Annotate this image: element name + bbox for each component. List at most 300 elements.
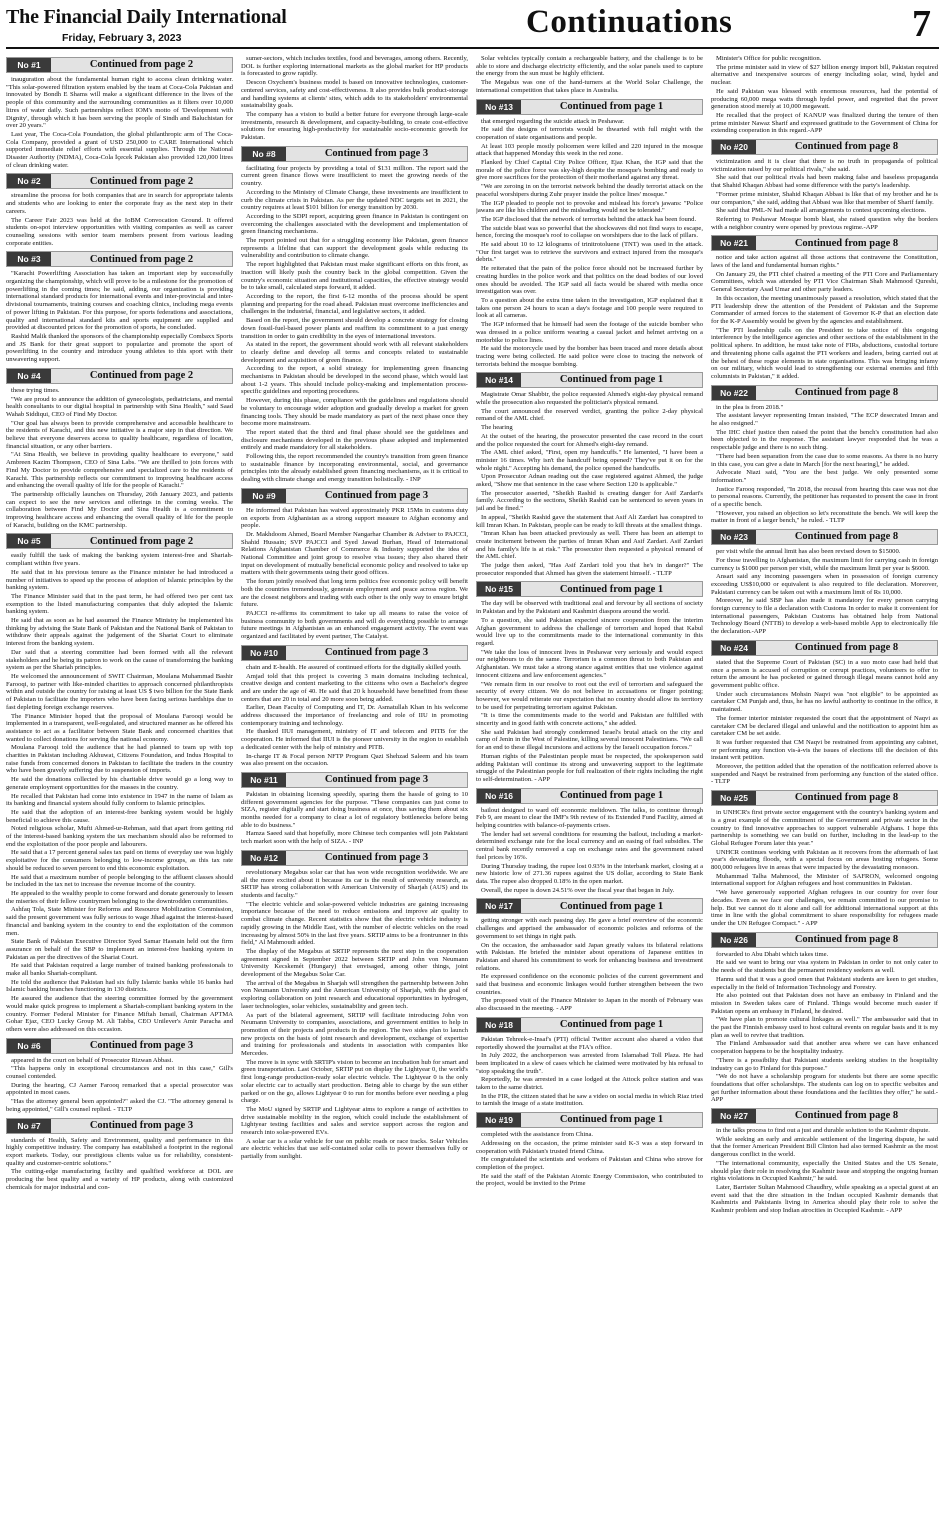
story-body bbox=[6, 76, 233, 169]
story-body bbox=[241, 791, 468, 846]
story-paragraph: Solar vehicles typically contain a rechargeable battery, and the challenge is to be able to store and discharge electricity efficiently, and the solar panels used to capture the energy from the sun must be highly efficient. bbox=[476, 55, 703, 78]
continued-from-label: Continued from page 8 bbox=[794, 1110, 899, 1122]
story-paragraph: "There had been separation from the case due to some reasons. As there is no hurry in this case, you can give a date in March [for the next hearing]," he added. bbox=[711, 452, 938, 468]
story-number: No #17 bbox=[477, 899, 521, 913]
story-paragraph: He said the designs of terrorists would be thwarted with full might with the cooperation of state organisations and people. bbox=[476, 126, 703, 141]
story-header bbox=[241, 488, 468, 504]
continuation-story bbox=[6, 368, 233, 530]
story-paragraph: in the talks process to find out a just and durable solution to the Kashmir dispute. bbox=[716, 1127, 930, 1135]
story-paragraph: According to the report, the first 6-12 months of the process should be spent planning and preparing for the road ahead. Pakistan must overcome inefficiencies and challenges in the industrial, financial, and legislative sectors, it added. bbox=[241, 292, 468, 316]
story-paragraph: A solar car is a solar vehicle for use on public roads or race tracks. Solar Vehicles are electric vehicles that use self-contained solar cells to power themselves fully or partially from sunlight. bbox=[241, 1137, 468, 1161]
story-paragraph: He said that a maximum number of people belonging to the affluent classes should be included in the tax net to increase the revenue income of the country. bbox=[6, 873, 233, 889]
continued-from-label: Continued from page 8 bbox=[794, 792, 899, 804]
continuation-story bbox=[711, 385, 938, 526]
story-paragraph: The court announced the reserved verdict, granting the police 2-day physical remand of the AML chief. bbox=[476, 407, 703, 423]
continuation-story bbox=[711, 640, 938, 786]
story-paragraph: To a question, she said Pakistan expected sincere cooperation from the interim Afghan government to address the challenge of terrorism and hoped that Kabul would live up to the commitments made to the international community in this regard. bbox=[476, 616, 703, 647]
story-body bbox=[711, 404, 938, 526]
story-paragraph: He said about 10 to 12 kilograms of trinitrotoluene (TNT) was used in the attack. "Our first target was to retrieve the survivors and extract injured from the mosque's debris." bbox=[476, 241, 703, 264]
story-number: No #4 bbox=[7, 369, 51, 383]
story-number: No #23 bbox=[712, 530, 756, 544]
story-number: No #14 bbox=[477, 373, 521, 387]
story-number: No #11 bbox=[242, 773, 286, 787]
story-paragraph: In July 2022, the anchorperson was arrested from Islamabad Toll Plaza. He had been implicated in a slew of cases which he claimed were motivated by his refusal to "stop speaking the truth". bbox=[476, 1052, 703, 1075]
story-paragraph: chain and E-health. He assured of continued efforts for the digitally skilled youth. bbox=[246, 663, 462, 671]
story-paragraph: The MoU signed by SRTIP and Lightyear aims to explore a range of activities to drive sustainable mobility in the region, which could include the establishment of Lightyear testing facilities and sales and service support across the region and research into solar-powered EVs. bbox=[241, 1105, 468, 1137]
story-paragraph: Flanked by Chief Capital City Police Officer, Ejaz Khan, the IGP said that the morale of the police force was sky-high despite the mosque's bombing and ready to give more sacrifices for the protection of their motherland against any threat. bbox=[476, 159, 703, 182]
story-body bbox=[711, 254, 938, 380]
story-paragraph: in UNHCR's first private sector engagement with the country's banking system and is a great example of the commitment of the Government and private sector in the country to find innovative approaches to support vulnerable Afghans. I hope this partnership is something we can build on further, including in the lead-up to the Global Refugee Forum later this year." bbox=[711, 809, 938, 847]
story-number: No #6 bbox=[7, 1039, 51, 1053]
story-header bbox=[711, 529, 938, 545]
story-paragraph: He thanked IIUI management, ministry of IT and telecom and PITB for the cooperation. He informed that IIUI is the pioneer university in the region to establish a dedicated center with the help of ministry and PITB. bbox=[241, 728, 468, 751]
story-paragraph: Upon Prosecutor Adnan reading out the case registered against Ahmed, the judge asked, "Show me that sentence in the case where Section 120 is applicable." bbox=[476, 473, 703, 489]
continued-from-label: Continued from page 1 bbox=[559, 900, 664, 912]
story-body bbox=[476, 600, 703, 783]
section-title: Continuations bbox=[526, 4, 733, 40]
continuation-story bbox=[6, 173, 233, 247]
story-paragraph: bailout designed to ward off economic meltdown. The talks, to continue through Feb 9, are meant to clear the IMF's 9th review of its Extended Fund Facility, aimed at helping countries with balance-of-payments crises. bbox=[476, 806, 703, 830]
story-body bbox=[476, 391, 703, 577]
continued-from-label: Continued from page 1 bbox=[559, 583, 664, 595]
story-paragraph: The partnership officially launches on Thursday, 26th January 2023, and patients can expect to see the new services and offerings in the coming weeks. The collaboration between Find My Doctor and Sina Health is a commitment to improving healthcare access and enhancing the overall quality of life for the people of Karachi, building on the KMC partnership. bbox=[6, 490, 233, 529]
story-paragraph: The report highlighted that Pakistan must make significant efforts on this front, as inaction will likely push the country back in the global competition. Given the country's economic situation and institutional capacities, the effective strategy would be to take small, calculated steps forward, it added. bbox=[241, 261, 468, 292]
story-paragraph: UNHCR continues working with Pakistan as it recovers from the aftermath of last year's devastating floods, with a special focus on areas hosting refugees. Some 800,000 refugees live in areas that were impacted by the devastating monsoon. bbox=[711, 848, 938, 872]
story-header bbox=[476, 99, 703, 115]
story-paragraph: On the occasion, the ambassador said Japan greatly values its bilateral relations with Pakistan. He briefed the minister about operations of Japanese entities in Pakistan and shared his commitment to work for enhancing business and investment relations. bbox=[476, 941, 703, 972]
story-paragraph: Reportedly, he was arrested in a case lodged at the Attock police station and was taken to the same district. bbox=[476, 1076, 703, 1092]
story-paragraph: The lender had set several conditions for resuming the bailout, including a market-determined exchange rate for the local currency and an easing of fuel subsidies. The central bank recently removed a cap on exchange rates and the government raised fuel prices by 16%. bbox=[476, 830, 703, 861]
story-paragraph: He said we want to bring our visa system in Pakistan in order to not only cater to the needs of the students but the permanent residency seekers as well. bbox=[711, 959, 938, 975]
story-paragraph: In-charge IT & Focal person NFTP Program Qazi Shehzad Saleem and his team was also present on the occasion. bbox=[241, 752, 468, 768]
continued-from-label: Continued from page 3 bbox=[324, 852, 429, 864]
story-header bbox=[476, 372, 703, 388]
page-number: 7 bbox=[912, 3, 931, 45]
story-body bbox=[711, 55, 938, 135]
story-number: No #19 bbox=[477, 1113, 521, 1127]
story-paragraph: The forum jointly resolved that long term politics free economic policy will benefit both the countries tremendously, generate employment and peace across region. We are the closest neighbors and trading with each other is the only way to ensure bright future. bbox=[241, 578, 468, 609]
story-paragraph: In this occasion, the meeting unanimously passed a resolution, which stated that the PTI leadership drew the attention of the President of Pakistan and the Supreme Commander of armed forces to the statement of Governor K-P that an election date for the K-P Assembly would be given by the agencies and establishment. bbox=[711, 294, 938, 325]
story-number: No #1 bbox=[7, 58, 51, 72]
story-paragraph: "Has the attorney general been appointed?" asked the CJ. "The attorney general is being appointed," Gill's counsel replied. - TLTP bbox=[6, 1098, 233, 1113]
story-paragraph: "We have plan to promote cultural linkages as well." The ambassador said that in the past the Finnish embassy used to host cultural events on regular basis and it is my plan as well to revive that tradition. bbox=[711, 1016, 938, 1039]
continued-from-label: Continued from page 8 bbox=[794, 642, 899, 654]
continuation-story bbox=[476, 581, 703, 783]
continued-from-label: Continued from page 3 bbox=[89, 1039, 194, 1051]
story-paragraph: Rashid Malik thanked the sponsors of the championship especially Combaxx Sports and JS Bank for their great support to popularize and promote the sport of powerlifting in the country and introduce young athletes to this sport with their unwavering support. bbox=[6, 332, 233, 364]
story-body bbox=[711, 158, 938, 231]
story-number: No #18 bbox=[477, 1018, 521, 1032]
story-body bbox=[241, 507, 468, 641]
story-body bbox=[241, 55, 468, 142]
story-paragraph: The move is in sync with SRTIP's vision to become an incubation hub for smart and green transportation. Last October, SRTIP put on display the Lightyear 0, the world's first long-range production-ready solar electric vehicle. The Lightyear 0 is the only solar electric car to actually start production. Being able to charge by the sun either parked or on the go, allows Lightyear 0 to run for months before ever needing a plug charge. bbox=[241, 1058, 468, 1105]
continued-from-label: Continued from page 2 bbox=[89, 535, 194, 547]
story-paragraph: "It is time the commitments made to the world and Pakistan are fulfilled with sincerity and in good faith with concrete actions," she added. bbox=[476, 712, 703, 728]
continued-from-label: Continued from page 8 bbox=[794, 141, 899, 153]
story-paragraph: The prime minister said in view of $27 billion energy import bill, Pakistan required alternative and inexpensive sources of energy including solar, wind, hydel and nuclear. bbox=[711, 63, 938, 87]
story-paragraph: Under such circumstances Mohsin Naqvi was "not eligible" to be appointed as caretaker CM Punjab and, thus, he has no lawful authority to continue in the office, it maintained. bbox=[711, 690, 938, 714]
continued-from-label: Continued from page 3 bbox=[324, 490, 429, 501]
continued-from-label: Continued from page 3 bbox=[324, 646, 429, 658]
story-body bbox=[241, 869, 468, 1161]
story-paragraph: The former interior minister requested the court that the appointment of Naqvi as caretaker CM be declared illegal and unlawful and the notification to appoint him as caretaker CM be set aside. bbox=[711, 714, 938, 738]
story-paragraph: Amjad told that this project is covering 3 main domains including technical, creative design and content marketing to the citizens who own a Bachelor's degree and are under the age of 40. He said that 20 k household have benefitted from these centers that are 20 in total and 20 more soon being added. bbox=[241, 672, 468, 703]
story-paragraph: She said Pakistan had strongly condemned Israel's brutal attack on the city and camp of Jenin in the West of Palestine, killing several innocent Palestinians. "We call for an end to these illegal incursions and actions by the Israeli occupation forces." bbox=[476, 728, 703, 752]
story-paragraph: He congratulated the scientists and workers of Pakistan and China who strove for completion of the project. bbox=[476, 1156, 703, 1171]
story-body bbox=[6, 1137, 233, 1192]
story-paragraph: During Thursday trading, the rupee lost 0.93% in the interbank market, closing at a new historic low of 271.36 rupees against the US dollar, according to State Bank data. The rupee also dropped 0.18% in the open market. bbox=[476, 862, 703, 885]
story-body bbox=[476, 55, 703, 95]
story-header bbox=[241, 645, 468, 661]
story-paragraph: As stated in the report, the government should work with all relevant stakeholders to clearly define and develop all terms and concepts related to sustainable development and acquisition of green finance. bbox=[241, 341, 468, 364]
story-body bbox=[6, 552, 233, 1033]
story-paragraph: According to the SDPI report, acquiring green finance in Pakistan is contingent on overcoming the challenges associated with the development and implementation of green financing mechanisms. bbox=[241, 212, 468, 236]
story-paragraph: The IGP disclosed that the network of terrorists behind the attack has been found. bbox=[481, 215, 697, 223]
story-paragraph: He recalled that the project of KANUP was finalized during the tenure of then prime minister Nawaz Sharif and expressed gratitude to the Government of China for extending cooperation in this regard.-APP bbox=[711, 111, 938, 135]
continued-from-label: Continued from page 1 bbox=[559, 1018, 664, 1030]
continued-from-label: Continued from page 3 bbox=[89, 1119, 194, 1131]
story-header bbox=[241, 772, 468, 788]
continuation-story bbox=[241, 772, 468, 846]
story-paragraph: Overall, the rupee is down 24.51% over the fiscal year that began in July. bbox=[481, 886, 675, 894]
masthead bbox=[6, 4, 939, 46]
story-paragraph: getting stronger with each passing day. He gave a brief overview of the economic challenges and apprised the ambassador of economic policies and reforms of the government to set things in right path. bbox=[476, 917, 703, 940]
story-paragraph: Moulana Farooqi told the audience that he had planned to team up with top charities in Pakistan including Akhuwat, Citizens Foundation, and Indus Hospital to raise funds from concerned donors in Pakistan to facilitate the traders in the country who have been gravely suffering due to suspension of imports. bbox=[6, 744, 233, 775]
story-header bbox=[6, 1038, 233, 1054]
story-paragraph: Pakistan Tehreek-e-Insaf's (PTI) official Twitter account also shared a video that reportedly showed the journalist at the FIA's office. bbox=[476, 1035, 703, 1051]
story-number: No #27 bbox=[712, 1109, 756, 1123]
story-paragraph: The Finland Ambassador said that another area where we can have enhanced cooperation happens to be the hospitality industry. bbox=[711, 1040, 938, 1056]
story-header bbox=[476, 1112, 703, 1128]
continuation-story bbox=[241, 55, 468, 142]
story-paragraph: "We are zeroing in on the terrorist network behind the deadly terrorist attack on the peaceful worshipers during Zuhr prayer inside the police lines' mosque." bbox=[476, 183, 703, 198]
story-number: No #20 bbox=[712, 140, 756, 154]
story-paragraph: Earlier, Dean Faculty of Computing and IT, Dr. Asmatullah Khan in his welcome address discussed the importance of freelancing and role of IIU in promoting contemporary training and technology. bbox=[241, 704, 468, 727]
story-paragraph: He assured the audience that the steering committee formed by the government would make quick progress to implement a Shariah-compliant banking system in the country. Former Federal Minister for Finance Miftah Ismail, Chairman APTMA Gohar Ejaz, CEO Lucky Group M. Ali Tabba, CEO Unilever's Amir Paracha and others were also addressed on this occasion. bbox=[6, 995, 233, 1033]
story-paragraph: The arrival of the Megabus in Sharjah will strengthen the partnership between John von Neumann University and the American University of Sharjah, with the goal of exploring collaboration on joint research and educational opportunities in hydrogen, laser technologies, solar vehicles, sustainability and green tech. bbox=[241, 979, 468, 1010]
story-paragraph: He said that a 17 percent general sales tax paid on items of everyday use was highly exploitative for the consumers belonging to low-income groups, as this tax rate should be reduced to seven percent to end this economic exploitation. bbox=[6, 849, 233, 872]
column-2 bbox=[241, 55, 468, 1527]
story-header bbox=[6, 1118, 233, 1134]
story-header bbox=[711, 385, 938, 401]
story-paragraph: "The electric vehicle and solar-powered vehicle industries are gaining increasing importance because of the need to reduce emissions and improve air quality to combat climate change. Recent statistics show that the electric vehicle industry is rapidly growing in the Middle East, with the number of electric vehicles on the road increasing by almost 50% in the last five years. SRTIP aims to be a frontrunner in this field," Al Mahmoudi added. bbox=[241, 900, 468, 947]
story-paragraph: He recalled that Pakistan had come into existence in 1947 in the name of Islam as its banking and financial system should fully conform to Islamic principles. bbox=[6, 792, 233, 808]
story-paragraph: sumer-sectors, which includes textiles, food and beverages, among others. Recently, DOL is further exploring international markets as the global market for HP products is forecasted to grow rapidly. bbox=[241, 55, 468, 78]
story-paragraph: He reiterated that the pain of the police force should not be increased further by creating hurdles in the police work and that politics on the dead bodies of our loved ones should be avoided. The IGP said all facts would be shared with media once investigation was over. bbox=[476, 265, 703, 296]
story-paragraph: The Career Fair 2023 was held at the IoBM Convocation Ground. It offered students on-spot interview opportunities with visiting companies as well as career counseling sessions with senior team members present from various leading corporate entities. bbox=[6, 216, 233, 247]
story-paragraph: stated that the Supreme Court of Pakistan (SC) in a suo moto case had held that once a person is accused of corruption or corrupt practices, volunteers to offer to return the amount he has pocketed or gained through illegal means cannot hold any government public office. bbox=[711, 658, 938, 689]
continued-from-label: Continued from page 3 bbox=[324, 147, 429, 159]
story-number: No #5 bbox=[7, 534, 51, 548]
story-header bbox=[476, 1017, 703, 1033]
story-paragraph: For those travelling to Afghanistan, the maximum limit for carrying cash in foreign currency is $1000 per person per visit, while the maximum limit per year is $6000. bbox=[711, 556, 938, 572]
story-paragraph: "This happens only in exceptional circumstances and not in this case," Gill's counsel contended. bbox=[6, 1065, 233, 1081]
story-paragraph: Dar said that a steering committee had been formed with all the relevant stakeholders and he being its patron to work on the cause of transforming the banking system as per the Shariah principles. bbox=[6, 648, 233, 672]
story-paragraph: He also pointed out that Pakistan does not have an embassy in Finland and the mission in Sweden takes care of Finland. Things would become much easier if Pakistan opens an embassy in Finland, he desired. bbox=[711, 992, 938, 1015]
continuation-story bbox=[6, 1038, 233, 1114]
story-body bbox=[711, 809, 938, 928]
story-paragraph: At the outset of the hearing, the prosecutor presented the case record in the court and the police requested the court for Ahmed's eight-day remand. bbox=[476, 432, 703, 448]
continued-from-label: Continued from page 3 bbox=[324, 774, 429, 786]
story-body bbox=[6, 387, 233, 530]
story-header bbox=[711, 235, 938, 251]
story-header bbox=[711, 640, 938, 656]
story-body bbox=[241, 664, 468, 768]
continued-from-label: Continued from page 1 bbox=[559, 1114, 664, 1126]
story-paragraph: He said that the adoption of an interest-free banking system would be highly beneficial to achieve this cause. bbox=[6, 808, 233, 824]
continued-from-label: Continued from page 8 bbox=[794, 531, 899, 543]
story-number: No #21 bbox=[712, 236, 756, 250]
continuation-story bbox=[476, 55, 703, 95]
story-paragraph: In the FIR, the citizen stated that he saw a video on social media in which Riaz tried to tarnish the image of a state institution. bbox=[476, 1092, 703, 1108]
continuation-story bbox=[241, 645, 468, 768]
story-paragraph: notice and take action against all those actions that contravene the Constitution, laws of the land and fundamental human rights." bbox=[711, 254, 938, 270]
continuation-story bbox=[6, 57, 233, 169]
story-paragraph: "We take the loss of innocent lives in Peshawar very seriously and would expect our neighbours to do the same. Terrorism is a common threat to both Pakistan and Afghanistan. We must take a strong stance against entities that use violence against innocent citizens and law enforcement agencies." bbox=[476, 648, 703, 679]
story-paragraph: in the plea is from 2018." bbox=[716, 403, 784, 411]
continuation-story bbox=[711, 55, 938, 135]
story-paragraph: Last year, The Coca-Cola Foundation, the global philanthropic arm of The Coca-Cola Company, provided a grant of USD 250,000 to CARE International which supported immediate relief efforts with essential supplies. Through the National Disaster Authority (NDMA), Coca-Cola İçecek Pakistan also provided 120,000 litres of clean drinking water. bbox=[6, 130, 233, 169]
story-paragraph: Moreover, he said SBP has also made it mandatory for every person carrying foreign currency to file a declaration with Customs In order to make it convenient for international passengers, Pakistan Customs has obtained help from National Technology Board (NTTB) to develop a web-based mobile App to electronically file the declaration.-APP bbox=[711, 597, 938, 636]
story-paragraph: "The PTI leadership calls on the President to take notice of this ongoing interference by the intelligence agencies and other sections of the establishment in the political sphere. In addition, he must take note of FIRs, abductions, custodial torture and threatening phone calls against the PTI workers and leaders, being carried out at the behest of these rogue elements in state organisations. This was bringing infamy on our military, which would lead to strengthening our external enemies and fifth columnists in Pakistan," it added. bbox=[711, 326, 938, 380]
story-body bbox=[711, 1127, 938, 1215]
story-paragraph: The Finance Minister hoped that the proposal of Moulana Farooqi would be implemented in a transparent, well-regulated, and structured manner as he offered his assistance to act as a facilitator between State Bank and concerned charities that wanted to collect donations for serving the national economy. bbox=[6, 712, 233, 743]
story-body bbox=[241, 165, 468, 484]
story-number: No #12 bbox=[242, 851, 286, 865]
story-paragraph: inauguration about the fundamental human right to access clean drinking water. "This solar-powered filtration system enabled by the team at Coca-Cola Pakistan and innovated by Bondh E Shams will make a significant difference in the lives of the people of this community and the surrounding communities as it filters over 10,000 litres of water daily. Such partnerships reflect IOM's motto of 'Development with Dignity', through which it has been serving the people of Sindh and Baluchistan for over 20 years." bbox=[6, 76, 233, 130]
story-paragraph: Muhammad Talha Mahmood, the Minister of SAFRON, welcomed ongoing international support for Afghan refugees and host communities in Pakistan. bbox=[711, 872, 938, 888]
story-paragraph: Later, Barrister Sultan Mahmood Chaudhry, while speaking as a special guest at an event said that the dire situation in the Indian occupied Kashmir demands that Kashmiris and Pakistanis living in America should play their role to solve the Kashmir problem and stop Indian atrocities in Occupied Kashmir. - APP bbox=[711, 1183, 938, 1215]
story-paragraph: Magistrate Omar Shabbir, the police requested Ahmed's eight-day physical remand while the prosecution also requested the politician's physical remand. bbox=[476, 391, 703, 407]
story-paragraph: PAJCCI re-affirms its commitment to take up all means to raise the voice of business community to both governments and will do everything possible to arrange future meetings in Afghanistan as an enhanced engagement activity. The event was organized and facilitated by event partner, The Catalyst. bbox=[241, 610, 468, 641]
continued-from-label: Continued from page 2 bbox=[89, 369, 194, 381]
continuation-story bbox=[711, 529, 938, 636]
continuation-story bbox=[6, 251, 233, 363]
story-paragraph: Justice Farooq responded, "In 2018, the recusal from hearing this case was not due to personal reasons. Currently, the petitioner has requested to present the case in front of a specific bench. bbox=[711, 485, 938, 509]
story-paragraph: The hearing bbox=[481, 424, 513, 432]
story-paragraph: The cutting-edge manufacturing facility and qualified workforce at DOL are producing the best quality and a variety of HP products, along with customized chemicals for major industrial and con- bbox=[6, 1168, 233, 1191]
story-paragraph: On January 29, the PTI chief chaired a meeting of the PTI Core and Parliamentary Committees, which was attended by PTI Vice Chairman Shah Mahmood Qureshi, General Secretary Asad Umar and other party leaders. bbox=[711, 270, 938, 294]
continuation-story bbox=[476, 898, 703, 1012]
story-paragraph: State Bank of Pakistan Executive Director Syed Samar Hasnain held out the firm assurance on behalf of the SBP to implement an interest-free banking system in Pakistan as per the directives of the Shariat Court. bbox=[6, 938, 233, 961]
story-paragraph: "The international community, especially the United States and the US Senate, should play their role in resolving the Kashmir issue and stopping the ongoing human rights violations in Occupied Kashmir," he said. bbox=[711, 1159, 938, 1183]
column-3 bbox=[476, 55, 703, 1527]
story-paragraph: He said that as soon as he had assumed the Finance Ministry he implemented his thinking by advising the State Bank of Pakistan and the National Bank of Pakistan to withdraw their appeals against the judgement of the Shariat Court to eliminate interest from the banking system. bbox=[6, 617, 233, 648]
story-paragraph: Advocate Niazi said, "You are the best judge. We only presented some information." bbox=[711, 469, 938, 484]
masthead-rule bbox=[6, 47, 939, 49]
continuation-story bbox=[6, 1118, 233, 1192]
story-number: No #7 bbox=[7, 1119, 51, 1133]
story-paragraph: revolutionary Megabus solar car that has won wide recognition worldwide. We are all the more excited about it because its car is the result of university research, as SRTIP has strong collaboration with American University of Sharjah (AUS) and its students and faculty." bbox=[241, 868, 468, 899]
story-body bbox=[476, 917, 703, 1012]
story-paragraph: Noted religious scholar, Mufti Ahmed-ur-Rehman, said that apart from getting rid of the interest-based banking system the tax mechanism should also be reformed to end the exploitation of the poor people and labourers. bbox=[6, 825, 233, 848]
continuation-story bbox=[711, 932, 938, 1104]
story-paragraph: Moreover, the petition added that the operation of the notification referred above is suspended and Naqvi be restrained from performing any function of the stated office. - TLTP bbox=[711, 763, 938, 786]
continued-from-label: Continued from page 1 bbox=[559, 374, 664, 386]
story-paragraph: forwarded to Abu Dhabi which takes time. bbox=[716, 950, 829, 958]
story-paragraph: He informed that Pakistan has waived approximately PKR 15Mn in customs duty on exports from Afghanistan as a strong support measure to Afghan economy and people. bbox=[241, 506, 468, 530]
story-header bbox=[241, 850, 468, 866]
column-4 bbox=[711, 55, 938, 1527]
continued-from-label: Continued from page 8 bbox=[794, 933, 899, 945]
story-paragraph: Minister's Office for public recognition. bbox=[716, 55, 822, 62]
story-paragraph: According to the Ministry of Climate Change, these investments are insufficient to curb the climate crisis in Pakistan. As per the updated NDC targets set in 2021, the country requires at least $101 billion for energy transition by 2030. bbox=[241, 188, 468, 212]
continued-from-label: Continued from page 2 bbox=[89, 175, 194, 187]
story-paragraph: At least 103 people mostly policemen were killed and 220 injured in the mosque attack that happened Monday this week in the red zone. bbox=[476, 142, 703, 158]
story-paragraph: Descon Oxychem's business model is based on innovative technologies, customer-centered services, safety and cost-effectiveness. It also provides bulk product-storage and handling systems at clients' sites, which adds to its stakeholders' environmental sustainability goals. bbox=[241, 79, 468, 110]
story-paragraph: He welcomed the announcement of SWIT Chairman, Moulana Muhammad Bashir Farooqi, to partner with like-minded charities to approach concerned philanthropists within and outside the country for raising at least US $ two billion for the State Bank of Pakistan to facilitate the importers who have been facing serious hardships due to fast depleting foreign exchange reserves. bbox=[6, 673, 233, 711]
continuation-story bbox=[711, 790, 938, 928]
continued-from-label: Continued from page 8 bbox=[794, 386, 899, 398]
story-paragraph: appeared in the court on behalf of Prosecutor Rizwan Abbasi. bbox=[11, 1056, 174, 1064]
continuation-story bbox=[476, 99, 703, 369]
continuation-story bbox=[476, 1017, 703, 1108]
story-number: No #13 bbox=[477, 100, 521, 114]
story-paragraph: The Finance Minister said that in the past term, he had offered two per cent tax exemption to the listed manufacturing companies that duly adopted the Islamic banking system. bbox=[6, 592, 233, 616]
continuation-story bbox=[476, 1112, 703, 1188]
story-body bbox=[476, 1131, 703, 1188]
story-paragraph: "We do not have a scholarship program for students but there are some specific foundations that offer scholarships. The students can log on to specific websites and get further information about these foundations and the facilities they offer," he said.-APP bbox=[711, 1073, 938, 1104]
issue-date: Friday, February 3, 2023 bbox=[62, 32, 182, 44]
continued-from-label: Continued from page 2 bbox=[89, 59, 194, 71]
story-body bbox=[711, 659, 938, 786]
story-paragraph: He said that Pakistan required a large number of trained banking professionals to make all banks Shariah-compliant. bbox=[6, 962, 233, 978]
story-paragraph: While seeking an early and amicable settlement of the lingering dispute, he said that the former American President Bill Clinton had also termed Kashmir as the most dangerous conflict in the world. bbox=[711, 1135, 938, 1159]
story-paragraph: He said that in his previous tenure as the Finance minister he had introduced a number of initiatives to speed up the process of adoption of Islamic principles by the banking system. bbox=[6, 568, 233, 592]
story-paragraph: As part of the bilateral agreement, SRTIP will facilitate introducing John von Neumann University to companies, associations, and government entities to help in promotion of their projects and products in the region. The two sides plan to launch new projects on the basis of joint research and development, exchange of expertise and training for professionals and students in association with companies like Mercedes. bbox=[241, 1011, 468, 1058]
story-header bbox=[6, 251, 233, 267]
story-header bbox=[711, 932, 938, 948]
story-paragraph: The judge then asked, "Has Asif Zardari told you that he's in danger?" The prosecutor responded that Ahmed has given the statement himself. - TLTP bbox=[476, 562, 703, 577]
story-paragraph: In appeal, "Sheikh Rashid gave the statement that Asif Ali Zardari has conspired to kill Imran Khan. In Pakistan, people can be ready to kill threats at the smallest things. bbox=[476, 513, 703, 529]
story-body bbox=[476, 118, 703, 369]
story-paragraph: easily fulfill the task of making the banking system interest-free and Shariah-compliant within five years. bbox=[6, 552, 233, 568]
continuation-story bbox=[476, 788, 703, 895]
story-paragraph: completed with the assistance from China. bbox=[481, 1131, 594, 1139]
story-paragraph: Based on the report, the government should develop a concrete strategy for closing down fossil-fuel-based power plants and reaffirm its commitment to a just energy transition in order to gain credibility in the eyes of international investors. bbox=[241, 317, 468, 340]
story-paragraph: these trying times. bbox=[11, 386, 60, 394]
story-number: No #8 bbox=[242, 147, 286, 161]
story-paragraph: The assistant lawyer representing Imran insisted, "The ECP desecrated Imran and he also resigned." bbox=[711, 412, 938, 428]
story-header bbox=[711, 139, 938, 155]
continuation-story bbox=[476, 372, 703, 577]
story-paragraph: He said the staff of the Pakistan Atomic Energy Commission, who contributed to the project, would be invited to the Prime bbox=[476, 1172, 703, 1188]
story-paragraph: During the hearing, CJ Aamer Farooq remarked that a special prosecutor was appointed in most cases. bbox=[6, 1081, 233, 1097]
story-paragraph: The Megabus was one of the hand-turners at the World Solar Challenge, the international competition that takes place in Australia. bbox=[476, 79, 703, 94]
story-header bbox=[476, 898, 703, 914]
story-body bbox=[6, 192, 233, 247]
story-paragraph: "We are proud to announce the addition of gynecologists, pediatricians, and mental health consultants to our digital hospital in partnership with Sina Health," said Saad Wahab Siddiqui, CEO of Find My Doctor. bbox=[6, 395, 233, 418]
story-paragraph: He expressed confidence on the economic policies of the current government and said that business and economic linkages would further strengthen between the two countries. bbox=[476, 973, 703, 996]
story-paragraph: She said that PML-N had made all arrangements to contest upcoming elections. bbox=[716, 207, 927, 215]
story-paragraph: "Former prime minister, Shahid Khaqan Abbasi is like that of my brother and he is our companion," she said, adding that Abbasi was like that member of Sharif family. bbox=[711, 190, 938, 206]
story-body bbox=[6, 1057, 233, 1114]
story-paragraph: Dr. Makhdoom Ahmed, Board Member Nangarhar Chamber & Adviser to PAJCCI, Shahid Hussain; SVP PAJCCI and Syed Jawad Burhan, Head of International Relations Afghanistan Chamber of Commerce & Industry supported the idea of National Committee and joint group to resolve visa issues; they also shared their input on development of mutually beneficial economic policy and resolved to take up matters with their governments using their good offices. bbox=[241, 530, 468, 577]
story-header bbox=[711, 1108, 938, 1124]
story-header bbox=[6, 533, 233, 549]
story-paragraph: facilitating four projects by providing a total of $131 million. The report said the current green finance flows were insufficient to meet the growing needs of the country. bbox=[241, 164, 468, 188]
story-number: No #25 bbox=[712, 791, 756, 805]
continuation-story bbox=[6, 533, 233, 1033]
story-paragraph: The IHC chief justice then raised the point that the bench's constitution had also been objected to in the response. The assistant lawyer responded that he was a respectable judge and there is no such thing. bbox=[711, 428, 938, 452]
story-number: No #3 bbox=[7, 252, 51, 266]
story-number: No #15 bbox=[477, 582, 521, 596]
article-columns bbox=[6, 55, 939, 1527]
newspaper-name: The Financial Daily International bbox=[6, 6, 287, 28]
story-paragraph: Following this, the report recommended the country's transition from green finance to sustainable finance by incorporating environmental, social, and governance principles into the already established green financing mechanisms, as it is critical to dealing with climate change and energy transition holistically. - INP bbox=[241, 453, 468, 484]
story-body bbox=[6, 270, 233, 363]
continuation-story bbox=[711, 235, 938, 380]
story-paragraph: per visit while the annual limit has also been revised down to $15000. bbox=[716, 548, 901, 556]
story-number: No #2 bbox=[7, 174, 51, 188]
column-1 bbox=[6, 55, 233, 1527]
story-paragraph: Hamza Saeed said that hopefully, more Chinese tech companies will join Pakistani tech market soon with the help of SIZA. - INP bbox=[241, 830, 468, 846]
continued-from-label: Continued from page 8 bbox=[794, 237, 899, 249]
story-header bbox=[476, 581, 703, 597]
story-paragraph: He appealed to the wealthy people to come forward and donate generously to lessen the miseries of their fellow countrymen belonging to the downtrodden communities. bbox=[6, 889, 233, 905]
story-paragraph: Ansari said any incoming passengers when in possession of foreign currency exceeding US$10,000 or equivalent is also required to file declaration. Moreover, Pakistani currency can be taken out with a maximum limit of Rs 10,000. bbox=[711, 573, 938, 596]
story-header bbox=[711, 790, 938, 806]
story-paragraph: streamline the process for both companies that are in search for appropriate talents and students who are looking to enter the corporate fray as the next step in their careers. bbox=[6, 192, 233, 215]
story-paragraph: The prosecutor asserted, "Sheikh Rashid is creating danger for Asif Zardari's family. According to the sections, Sheikh Rashid can be sentenced to seven years in jail and be fined." bbox=[476, 489, 703, 513]
story-paragraph: "At Sina Health, we believe in providing quality healthcare to everyone," said Ambreen Kazim Thompson, CEO of Sina Labs. "We are thrilled to join forces with Find My Doctor to provide comprehensive and specialized care to the residents of Karachi. This partnership reflects our commitment to improving healthcare access and enhancing the overall quality of life for the people of Karachi." bbox=[6, 451, 233, 490]
story-paragraph: The report pointed out that for a struggling economy like Pakistan, green finance represents a lifeline that can support the development goals while reducing its vulnerability and contribution to climate change. bbox=[241, 237, 468, 260]
story-header bbox=[6, 57, 233, 73]
story-paragraph: He said Pakistan was blessed with enormous resources, had the potential of producing 60,000 mega watts through hydel power, and regretted that the power generation stood merely at 10,000 megawatt. bbox=[711, 87, 938, 111]
story-paragraph: "There is a possibility that Pakistani students seeking studies in the hospitality industry can go to Finland for this purpose." bbox=[711, 1056, 938, 1072]
story-paragraph: The proposed visit of the Finance Minister to Japan in the month of February was also discussed in the meeting. - APP bbox=[476, 997, 703, 1013]
story-paragraph: "We have generously supported Afghan refugees in our country for over four decades. Even as we face our challenges, we remain committed to our promise to help. But we cannot do it alone and call for additional international support at this time in line with the global commitment to share responsibility for refugees made under the UN Refugee Compact." - APP bbox=[711, 889, 938, 927]
story-number: No #26 bbox=[712, 933, 756, 947]
story-paragraph: The suicide blast was so powerful that the shockwaves did not find ways to escape, hence, forcing the mosque's roof to collapse on worshipers due to the lack of pillars. bbox=[476, 224, 703, 240]
story-paragraph: Addressing on the occasion, the prime minister said K-3 was a step forward in cooperation with Pakistan's trusted friend China. bbox=[476, 1139, 703, 1155]
story-paragraph: that emerged regarding the suicide attack in Peshawar. bbox=[481, 117, 625, 125]
story-paragraph: He told the audience that Pakistan had six fully Islamic banks while 16 banks had Islamic banking branches functioning in 130 districts. bbox=[6, 978, 233, 994]
story-paragraph: It was further requested that CM Naqvi be restrained from appointing any cabinet, or performing any function vis-à-vis the issues of elections till the decision of this instant writ petition. bbox=[711, 738, 938, 762]
continuation-story bbox=[241, 850, 468, 1161]
story-number: No #16 bbox=[477, 789, 521, 803]
continuation-story bbox=[241, 488, 468, 641]
story-header bbox=[6, 173, 233, 189]
story-paragraph: The AML chief asked, "First, open my handcuffs." He lamented, "I have been a minister 16 times. Why isn't the handcuff being opened? They've put it on for the whole night." Accepting his demand, the police opened the handcuffs. bbox=[476, 449, 703, 472]
story-paragraph: "Karachi Powerlifting Association has taken an important step by successfully organizing the championship, which will prove to be a milestone for the promotion of powerlifting in the coming times; he said, adding, our organization is providing international standard products for international events and inter-provincial and inter-divisional tournaments, training courses and coaching clinics, including mega events of power lifting in Pakistan. For this purpose, for sports federations and associations, quality and international standard kits and sports equipment are supplied and provided at discounted prices for the promotion of sports, he concluded. bbox=[6, 270, 233, 332]
story-paragraph: To a question about the extra time taken in the investigation, IGP explained that it takes one person 24 hours to scan a day's footage and 100 people were required to look at all cameras. bbox=[476, 296, 703, 320]
story-body bbox=[711, 548, 938, 636]
continued-from-label: Continued from page 2 bbox=[89, 253, 194, 265]
story-paragraph: The IGP pleaded to people not to provoke and mislead his force's jawans: "Police jawans are like his children and the misleading would not be tolerated." bbox=[476, 199, 703, 215]
story-number: No #24 bbox=[712, 641, 756, 655]
story-paragraph: The company has a vision to build a better future for everyone through large-scale investments, research & development, and capacity-building, to create cost-effective solutions for ensuring high-productivity for sustainable socio-economic growth for Pakistan. bbox=[241, 110, 468, 142]
story-paragraph: Referring to Peshawar Mosque bomb blast, she raised question why the borders with a neighbor country were opened by previous regime.-APP bbox=[711, 215, 938, 231]
story-paragraph: "However, you raised an objection so let's reconstitute the bench. We will keep the matter in front of a larger bench," he ruled. - TLTP bbox=[711, 509, 938, 525]
story-paragraph: However, during this phase, compliance with the guidelines and regulations should be voluntary to encourage wider adoption and gradually develop a market for green financing tools. They should be made mandatory as part of the next phase once they become more mainstream. bbox=[241, 397, 468, 428]
story-paragraph: She said that our political rivals had been making false and baseless propaganda that Shahid Khaqan Abbasi had some difference with the party's leadership. bbox=[711, 174, 938, 190]
story-paragraph: The report stated that the third and final phase should see the guidelines and disclosure mechanisms developed in the previous phase adopted and implemented entirely and made mandatory for all stakeholders. bbox=[241, 428, 468, 452]
story-paragraph: According to the report, a solid strategy for implementing green financing mechanisms in Pakistan should be developed in the second phase, which would last about 1-2 years. This should include policy-making and implementation process-specific guidelines and reporting procedures. bbox=[241, 365, 468, 396]
story-paragraph: victimization and it is clear that there is no truth in propaganda of political victimization raised by our political rivals," she said. bbox=[711, 158, 938, 173]
story-paragraph: The IGP informed that he himself had seen the footage of the suicide bomber who was dressed in a police uniform wearing a casual jacket and helmet arriving on a motorbike to police lines. bbox=[476, 321, 703, 344]
story-paragraph: Human rights of the Palestinian people must be respected, the spokesperson said adding Pakistan will continue its strong and unwavering support to the legitimate struggle of the Palestinian people for full realization of their rights including the right to self-determination. - APP bbox=[476, 752, 703, 783]
story-paragraph: "Imran Khan has been attacked previously as well. There has been an attempt to create incitement between the parties of Imran Khan and Asif Zardari. Asif Zardari and his family's life is at risk." The prosecutor then requested a physical remand of the AML chief. bbox=[476, 530, 703, 561]
story-paragraph: "Our goal has always been to provide comprehensive and accessible healthcare to the residents of Karachi, and this new initiative is a major step in that direction. We believe that everyone deserves access to quality healthcare, regardless of location, financial situation, or any other barriers. bbox=[6, 419, 233, 450]
continuation-story bbox=[711, 1108, 938, 1215]
story-paragraph: He said the motorcycle used by the bomber has been traced and more details about tracing were being collected. He said police were close to tracing the network of terrorists behind the mosque bombing. bbox=[476, 345, 703, 368]
story-paragraph: Hannu said that it was a good omen that Pakistani students are keen to get studies, especially in the field of Information Technology and Forestry. bbox=[711, 975, 938, 991]
story-paragraph: "We remain firm in our resolve to root out the evil of terrorism and safeguard the security of every citizen. We do not believe in accusations or finger pointing; however, we would reiterate our expectation that no country should allow its territory to be used for perpetrating terrorism against Pakistan. bbox=[476, 680, 703, 711]
continuation-story bbox=[711, 139, 938, 231]
continued-from-label: Continued from page 1 bbox=[559, 789, 664, 801]
story-paragraph: Ashfaq Tola, State Minister for Reforms and Resource Mobilization Commission, said the present government was fully serious to wage Jihad against the interest-based financial and banking system in the country to end the exploitation of the common men. bbox=[6, 906, 233, 937]
